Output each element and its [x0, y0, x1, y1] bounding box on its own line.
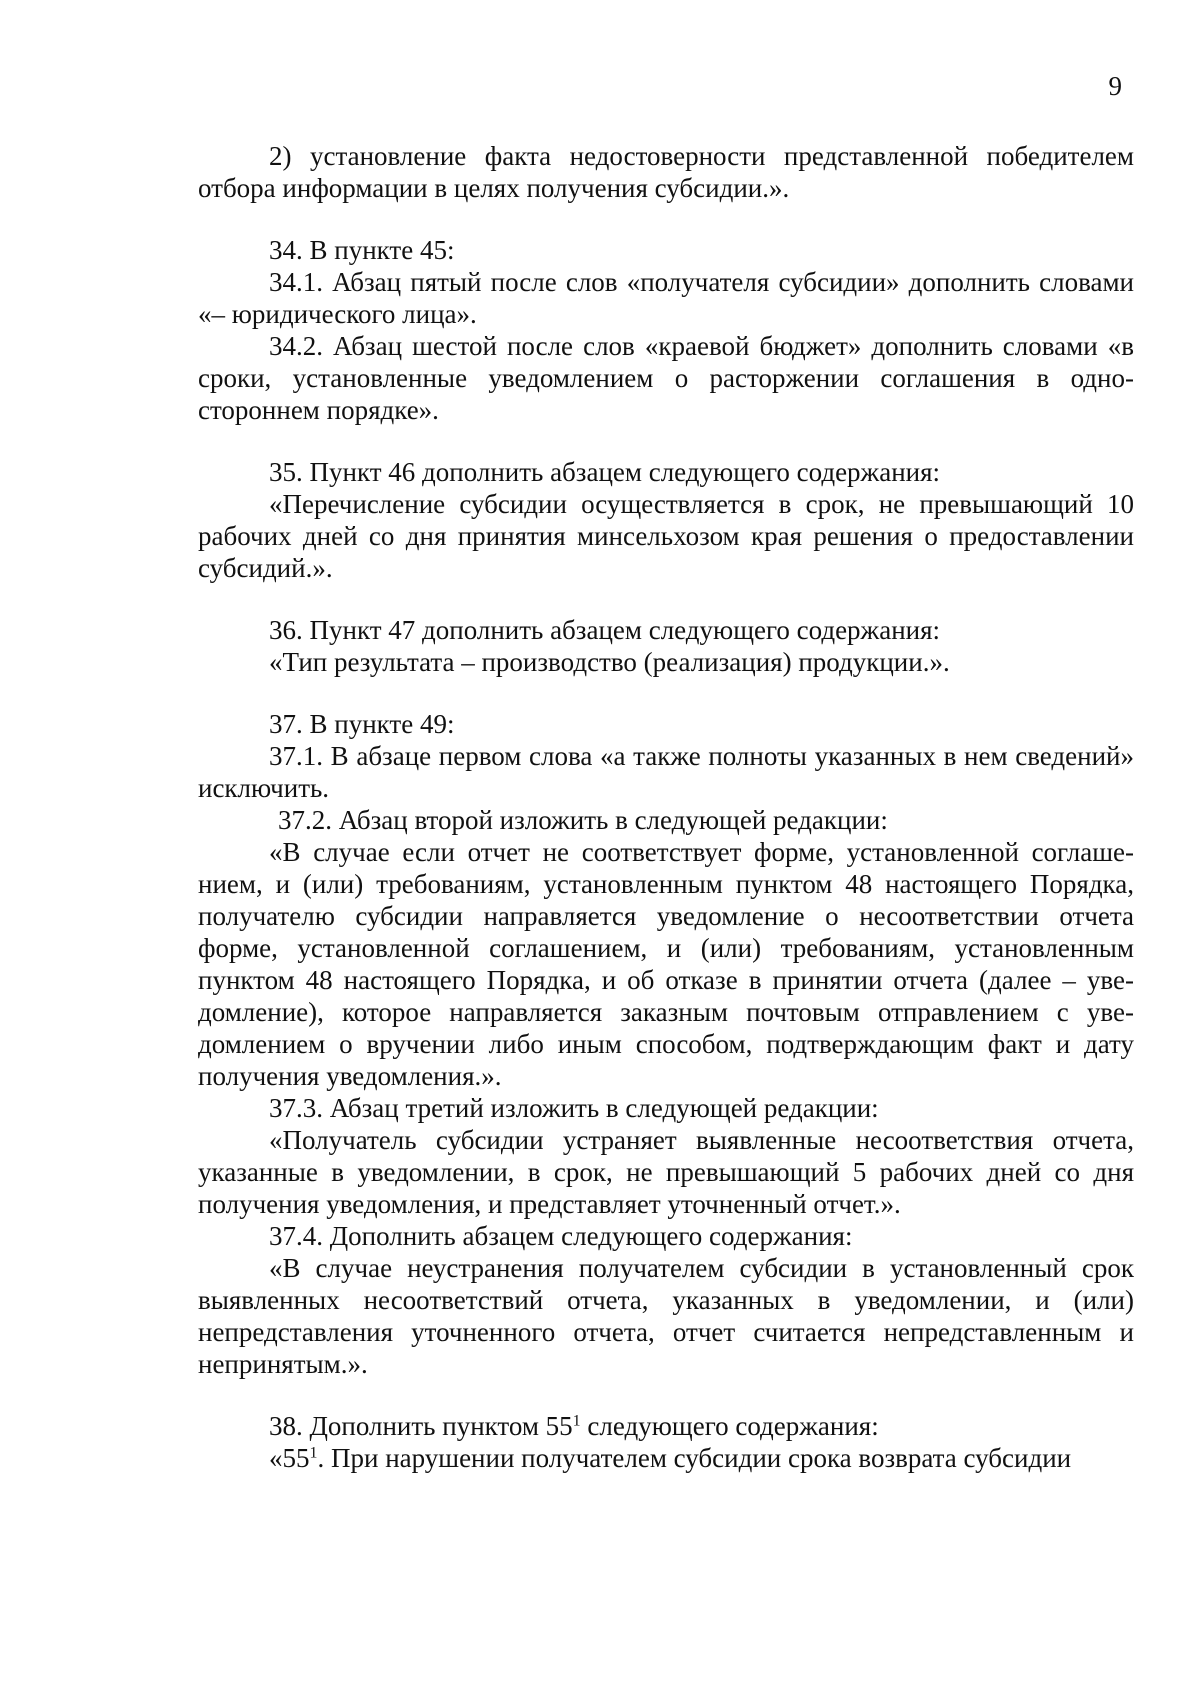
paragraph-38-superscript: 1 [572, 1412, 581, 1430]
paragraph-55-superscript: 1 [309, 1444, 318, 1462]
paragraph-34-2: 34.2. Абзац шестой после слов «краевой бюджет» дополнить словами «в сроки, установленные уведомлением о расторжении соглашения в одностороннем порядке». [198, 331, 1134, 425]
page-number: 9 [1108, 71, 1122, 101]
paragraph-36-text: «Тип результата – производство (реализация) продукции.». [269, 647, 950, 677]
paragraph-38-rest: следующего содержания: [580, 1411, 879, 1441]
paragraph-item-2: 2) установление факта недостоверности представленной победителем отбора информации в целях получения субсидии.». [198, 141, 1134, 203]
paragraph-38-lead: 38. Дополнить пунктом 55 [269, 1411, 573, 1441]
paragraph-55-rest: . При нарушении получателем субсидии срока возврата субсидии [317, 1443, 1072, 1473]
paragraph-34-heading: 34. В пункте 45: [269, 235, 455, 265]
paragraph-37-2-text: «В случае если отчет не соответствует форме, установленной соглашением, и (или) требованиям, установленным пунктом 48 настоящего Порядка, получателю субсидии направляется уведомление о несоответствии отчета форме, установленной соглашением, и (или) требованиям, установленным пунктом 48 настоящего Порядка, и об отказе в принятии отчета (далее – уведомление), которое направляется заказным почтовым отправлением с уведомлением о вручении либо иным способом, подтверждающим факт и дату получения уведомления.». [198, 837, 1134, 1091]
paragraph-35-text: «Перечисление субсидии осуществляется в срок, не превышающий 10 рабочих дней со дня принятия минсельхозом края решения о предоставлении субсидий.». [198, 489, 1134, 583]
paragraph-35-heading: 35. Пункт 46 дополнить абзацем следующего содержания: [269, 457, 941, 487]
paragraph-36-heading: 36. Пункт 47 дополнить абзацем следующего содержания: [269, 615, 941, 645]
paragraph-37-3: 37.3. Абзац третий изложить в следующей редакции: [269, 1093, 879, 1123]
paragraph-34-1: 34.1. Абзац пятый после слов «получателя субсидии» дополнить словами «– юридического лица». [198, 267, 1134, 329]
paragraph-37-3-text: «Получатель субсидии устраняет выявленные несоответствия отчета, указанные в уведомлении, в срок, не превышающий 5 рабочих дней со дня получения уведомления, и представляет уточненный отчет.». [198, 1125, 1134, 1219]
paragraph-55-open: «55 [269, 1443, 310, 1473]
paragraph-37-2: 37.2. Абзац второй изложить в следующей редакции: [278, 805, 888, 835]
paragraph-38-heading [198, 1410, 1134, 1442]
paragraph-55-1-text [198, 1442, 1134, 1474]
document-body [198, 140, 1134, 1474]
paragraph-37-4: 37.4. Дополнить абзацем следующего содержания: [269, 1221, 853, 1251]
paragraph-37-heading: 37. В пункте 49: [269, 709, 455, 739]
paragraph-37-1: 37.1. В абзаце первом слова «а также полноты указанных в нем сведений» исключить. [198, 741, 1134, 803]
paragraph-37-4-text: «В случае неустранения получателем субсидии в установленный срок выявленных несоответствий отчета, указанных в уведомлении, и (или) непредставления уточненного отчета, отчет считается непредставленным и непринятым.». [198, 1253, 1134, 1379]
